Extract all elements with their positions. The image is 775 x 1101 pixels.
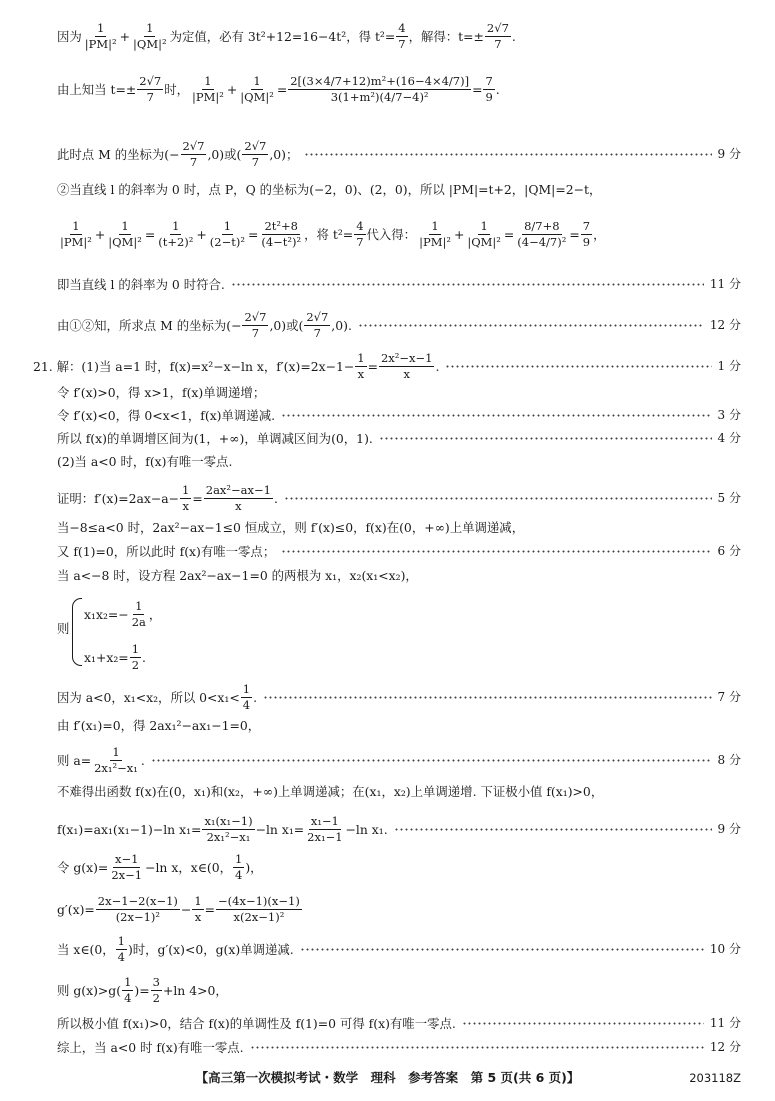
text-run: . xyxy=(435,358,440,374)
text-run: 由①②知，所求点 M 的坐标为(− xyxy=(57,317,242,333)
text-run: 此时点 M 的坐标为(− xyxy=(57,146,180,162)
text-run: + xyxy=(119,28,131,44)
solution-line xyxy=(57,484,741,513)
text-run: = xyxy=(472,81,483,97)
score-marker: 9 分 xyxy=(717,822,741,837)
text-run: x₁x₂=− xyxy=(84,606,129,622)
numerator: 1 xyxy=(110,746,121,761)
solution-line xyxy=(57,311,741,340)
score-marker: 10 分 xyxy=(709,942,741,957)
fraction xyxy=(355,352,366,381)
text-run: ,0)； xyxy=(269,146,299,162)
leader-dots xyxy=(281,550,711,553)
line-text xyxy=(57,277,225,293)
numerator: 1 xyxy=(478,220,489,235)
leader-dots xyxy=(379,437,712,440)
text-run: 代入得： xyxy=(366,226,417,242)
text-run: + xyxy=(453,226,465,242)
denominator: 7 xyxy=(251,155,260,170)
line-text xyxy=(57,140,298,169)
denominator: 4 xyxy=(124,991,132,1006)
text-run: . xyxy=(495,81,500,97)
denominator: 2x₁−1 xyxy=(307,830,343,845)
text-run: 当−8≤a<0 时，2ax²−ax−1≤0 恒成立，则 f′(x)≤0，f(x)在(0，+∞)上单调递减， xyxy=(57,520,525,535)
leader-dots xyxy=(281,414,712,417)
text-run: . xyxy=(142,649,146,665)
fraction xyxy=(379,352,435,381)
solution-line xyxy=(33,352,741,381)
text-run: 不难得出函数 f(x)在(0，x₁)和(x₂，+∞)上单调递减；在(x₁，x₂)上单调递增. 下证极小值 f(x₁)>0， xyxy=(57,784,604,799)
line-text xyxy=(57,484,278,513)
solution-line xyxy=(57,895,741,924)
solution-line xyxy=(57,520,741,536)
numerator: 1 xyxy=(119,220,130,235)
score-marker: 3 分 xyxy=(717,408,741,423)
solution-line xyxy=(57,454,741,470)
text-run: ②当直线 l 的斜率为 0 时，点 P，Q 的坐标为(−2，0)、(2，0)，所以 |PM|=t+2，|QM|=2−t， xyxy=(57,182,602,197)
leader-dots xyxy=(231,283,704,286)
denominator: 2x₁²−x₁ xyxy=(94,761,138,776)
numerator: x₁(x₁−1) xyxy=(202,815,254,830)
leader-dots xyxy=(358,324,704,327)
denominator: |QM|² xyxy=(108,235,142,250)
denominator: 7 xyxy=(494,37,502,52)
fraction xyxy=(116,935,127,964)
text-run: 为定值，必有 3t²+12=16−4t²，得 t²= xyxy=(169,28,396,44)
denominator: |PM|² xyxy=(419,235,451,250)
fraction xyxy=(208,220,247,249)
numerator: 2ax²−ax−1 xyxy=(204,484,273,499)
line-text xyxy=(57,22,516,51)
fraction xyxy=(216,895,302,924)
line-text xyxy=(57,385,265,401)
score-marker: 12 分 xyxy=(709,318,741,333)
fraction xyxy=(92,746,140,775)
fraction xyxy=(483,75,494,104)
line-text xyxy=(57,718,260,734)
line-text xyxy=(57,568,418,584)
denominator: x xyxy=(403,367,410,382)
line-text xyxy=(57,408,275,424)
solution-line xyxy=(57,140,741,169)
numerator: 1 xyxy=(355,352,366,367)
solution-line xyxy=(57,746,741,775)
numerator: 1 xyxy=(180,484,191,499)
fraction xyxy=(305,815,344,844)
score-marker: 8 分 xyxy=(717,753,741,768)
numerator: 1 xyxy=(233,853,244,868)
text-run: 所以 f(x)的单调增区间为(1，+∞)，单调减区间为(0，1). xyxy=(57,431,373,446)
fraction xyxy=(304,311,330,340)
fraction xyxy=(192,895,203,924)
numerator: 2t²+8 xyxy=(262,220,300,235)
text-run: −ln x₁. xyxy=(345,821,388,837)
denominator: |PM|² xyxy=(192,90,224,105)
text-run: + xyxy=(196,226,207,242)
line-text xyxy=(57,815,388,844)
solution-line xyxy=(57,220,741,249)
solution-line xyxy=(57,431,741,447)
text-run: 则 xyxy=(57,621,70,636)
numerator: 1 xyxy=(95,22,106,37)
fraction xyxy=(190,75,226,104)
text-run: = xyxy=(204,901,216,917)
numerator: 1 xyxy=(222,220,233,235)
text-run: −ln x₁= xyxy=(255,821,305,837)
text-run: = xyxy=(367,358,378,374)
leader-dots xyxy=(304,153,711,156)
text-run: 令 f′(x)>0，得 x>1，f(x)单调递增； xyxy=(57,385,266,400)
text-run: f(x₁)=ax₁(x₁−1)−ln x₁= xyxy=(57,821,202,837)
system-brace xyxy=(72,598,82,666)
numerator: 1 xyxy=(122,976,133,991)
fraction xyxy=(396,22,407,51)
score-marker: 7 分 xyxy=(717,690,741,705)
line-text xyxy=(57,621,69,637)
text-run: 因为 a<0，x₁<x₂，所以 0<x₁< xyxy=(57,689,240,705)
denominator: |QM|² xyxy=(240,90,274,105)
fraction xyxy=(417,220,453,249)
text-run: )， xyxy=(245,859,263,875)
solution-line xyxy=(57,568,741,584)
fraction xyxy=(180,484,191,513)
line-text xyxy=(57,935,294,964)
text-run: 则 a= xyxy=(57,752,92,768)
fraction xyxy=(242,140,268,169)
text-run: + xyxy=(226,81,238,97)
line-text xyxy=(57,182,601,198)
line-text xyxy=(57,544,275,560)
denominator: x xyxy=(235,499,242,514)
text-run: . xyxy=(511,28,516,44)
numerator: 8/7+8 xyxy=(522,220,561,235)
text-run: − xyxy=(180,901,192,917)
numerator: 1 xyxy=(192,895,203,910)
numerator: 4 xyxy=(396,22,407,37)
score-marker: 4 分 xyxy=(717,431,741,446)
text-run: = xyxy=(276,81,288,97)
line-text xyxy=(57,431,373,447)
text-run: 当 x∈(0， xyxy=(57,941,115,957)
denominator: |PM|² xyxy=(60,235,92,250)
fraction xyxy=(96,895,180,924)
text-run: +ln 4>0， xyxy=(162,982,228,998)
text-run: = xyxy=(192,490,203,506)
numerator: 1 xyxy=(144,22,155,37)
text-run: 令 f′(x)<0，得 0<x<1，f(x)单调递减. xyxy=(57,408,276,423)
solution-line xyxy=(57,22,741,51)
denominator: |QM|² xyxy=(467,235,501,250)
fraction xyxy=(238,75,276,104)
solution-line xyxy=(57,1040,741,1056)
text-run: ， xyxy=(593,226,606,242)
leader-dots xyxy=(394,828,712,831)
denominator: (4−t²)² xyxy=(261,235,302,250)
line-text xyxy=(57,520,524,536)
text-run: = xyxy=(503,226,515,242)
denominator: 2a xyxy=(131,615,146,630)
denominator: 9 xyxy=(582,235,591,250)
leader-dots xyxy=(284,497,712,500)
text-run: . xyxy=(140,752,145,768)
fraction xyxy=(156,220,195,249)
fraction xyxy=(202,815,254,844)
fraction xyxy=(137,75,163,104)
fraction xyxy=(465,220,503,249)
line-text xyxy=(57,1016,456,1032)
solution-line xyxy=(57,853,741,882)
numerator: 2x−1−2(x−1) xyxy=(96,895,180,910)
score-marker: 6 分 xyxy=(717,544,741,559)
solution-line xyxy=(57,935,741,964)
numerator: 1 xyxy=(116,935,127,950)
numerator: 2√7 xyxy=(304,311,330,326)
solution-line xyxy=(57,182,741,198)
numerator: −(4x−1)(x−1) xyxy=(216,895,302,910)
solution-line xyxy=(57,784,741,800)
text-run: g′(x)= xyxy=(57,901,95,917)
text-run: ，将 t²= xyxy=(304,226,354,242)
leader-dots xyxy=(445,365,711,368)
line-text xyxy=(57,220,605,249)
denominator: x xyxy=(357,367,365,382)
line-text xyxy=(57,784,603,800)
fraction xyxy=(106,220,144,249)
fraction xyxy=(259,220,303,249)
text-run: −ln x，x∈(0， xyxy=(145,859,232,875)
fraction xyxy=(130,643,141,672)
score-marker: 11 分 xyxy=(709,277,741,292)
text-run: )时，g′(x)<0，g(x)单调递减. xyxy=(127,941,294,957)
line-text xyxy=(33,352,439,381)
leader-dots xyxy=(151,759,712,762)
text-run: ,0)或( xyxy=(269,317,304,333)
denominator: 7 xyxy=(251,326,260,341)
fraction xyxy=(181,140,207,169)
leader-dots xyxy=(462,1022,704,1025)
denominator: 2 xyxy=(131,658,140,673)
text-run: ，解得：t=± xyxy=(408,28,484,44)
text-run: 令 g(x)= xyxy=(57,859,109,875)
fraction xyxy=(131,22,169,51)
fraction xyxy=(288,75,471,104)
denominator: x xyxy=(194,910,202,925)
leader-dots xyxy=(300,948,704,951)
fraction xyxy=(485,22,511,51)
fraction xyxy=(122,976,133,1005)
document-code: 203118Z xyxy=(689,1071,741,1085)
numerator: 3 xyxy=(151,976,162,991)
denominator: |PM|² xyxy=(84,37,117,52)
text-run: 则 g(x)>g( xyxy=(57,982,122,998)
text-run: + xyxy=(94,226,106,242)
leader-dots xyxy=(263,696,711,699)
text-run: = xyxy=(569,226,580,242)
denominator: 9 xyxy=(485,90,493,105)
numerator: 2√7 xyxy=(485,22,511,37)
line-text xyxy=(57,311,352,340)
denominator: 7 xyxy=(356,235,364,250)
line-text xyxy=(57,75,500,104)
line-text xyxy=(57,746,145,775)
solution-line xyxy=(57,683,741,712)
numerator: 1 xyxy=(70,220,81,235)
text-run: 当 a<−8 时，设方程 2ax²−ax−1=0 的两根为 x₁，x₂(x₁<x₂)， xyxy=(57,568,418,583)
numerator: 1 xyxy=(251,75,262,90)
denominator: 2 xyxy=(152,991,160,1006)
solution-line xyxy=(57,408,741,424)
numerator: 1 xyxy=(202,75,213,90)
solution-line xyxy=(57,277,741,293)
line-text xyxy=(57,683,257,712)
solution-line xyxy=(57,1016,741,1032)
text-run: = xyxy=(144,226,156,242)
denominator: 7 xyxy=(313,326,321,341)
text-run: . xyxy=(253,689,258,705)
denominator: 4 xyxy=(235,868,243,883)
text-run: 所以极小值 f(x₁)>0，结合 f(x)的单调性及 f(1)=0 可得 f(x)有唯一零点. xyxy=(57,1016,456,1031)
line-text xyxy=(84,643,146,672)
line-text xyxy=(57,853,263,882)
line-text xyxy=(57,895,303,924)
fraction xyxy=(151,976,162,1005)
fraction xyxy=(241,683,252,712)
text-run: 综上，当 a<0 时 f(x)有唯一零点. xyxy=(57,1040,244,1055)
text-run: 21. 解：(1)当 a=1 时，f(x)=x²−x−ln x，f′(x)=2x−1− xyxy=(33,358,355,374)
solution-line xyxy=(84,643,741,672)
numerator: 2√7 xyxy=(242,311,268,326)
solution-line xyxy=(57,385,741,401)
denominator: 4 xyxy=(117,950,125,965)
denominator: 7 xyxy=(398,37,406,52)
denominator: 2x₁²−x₁ xyxy=(206,830,251,845)
fraction xyxy=(242,311,268,340)
text-run: 因为 xyxy=(57,28,82,44)
text-run: 证明：f′(x)=2ax−a− xyxy=(57,490,180,506)
text-run: = xyxy=(247,226,259,242)
numerator: 1 xyxy=(130,643,141,658)
numerator: x−1 xyxy=(113,853,140,868)
fraction xyxy=(515,220,568,249)
line-text xyxy=(57,976,228,1005)
numerator: 2√7 xyxy=(137,75,163,90)
fraction xyxy=(109,853,144,882)
score-marker: 11 分 xyxy=(709,1016,741,1031)
numerator: 2[(3×4/7+12)m²+(16−4×4/7)] xyxy=(288,75,471,90)
denominator: x(2x−1)² xyxy=(233,910,285,925)
text-run: ,0). xyxy=(331,317,352,333)
text-run: x₁+x₂= xyxy=(84,649,129,665)
fraction xyxy=(233,853,244,882)
numerator: x₁−1 xyxy=(309,815,341,830)
solution-line xyxy=(57,718,741,734)
text-run: 时， xyxy=(164,81,189,97)
line-text xyxy=(57,1040,244,1056)
line-text xyxy=(57,454,232,470)
solution-line xyxy=(57,544,741,560)
numerator: 7 xyxy=(581,220,592,235)
denominator: (t+2)² xyxy=(158,235,194,250)
numerator: 4 xyxy=(354,220,365,235)
numerator: 2√7 xyxy=(242,140,268,155)
denominator: 2x−1 xyxy=(111,868,143,883)
score-marker: 1 分 xyxy=(717,359,741,374)
fraction xyxy=(204,484,273,513)
denominator: 3(1+m²)(4/7−4)² xyxy=(330,90,429,105)
fraction xyxy=(58,220,94,249)
denominator: 4 xyxy=(242,698,251,713)
denominator: x xyxy=(182,499,189,514)
denominator: 7 xyxy=(189,155,198,170)
text-run: ,0)或( xyxy=(207,146,242,162)
text-run: 即当直线 l 的斜率为 0 时符合. xyxy=(57,277,225,292)
text-run: . xyxy=(273,490,278,506)
solution-line xyxy=(57,75,741,104)
page-footer: 【高三第一次模拟考试・数学 理科 参考答案 第 5 页(共 6 页)】 xyxy=(195,1070,580,1085)
solution-line xyxy=(57,815,741,844)
denominator: |QM|² xyxy=(133,37,167,52)
numerator: 2x²−x−1 xyxy=(379,352,435,367)
numerator: 1 xyxy=(170,220,181,235)
denominator: 7 xyxy=(146,90,154,105)
numerator: 7 xyxy=(483,75,494,90)
text-run: (2)当 a<0 时，f(x)有唯一零点. xyxy=(57,454,233,469)
score-marker: 5 分 xyxy=(717,491,741,506)
numerator: 2√7 xyxy=(181,140,207,155)
fraction xyxy=(83,22,119,51)
score-marker: 12 分 xyxy=(709,1040,741,1055)
numerator: 1 xyxy=(241,683,252,698)
leader-dots xyxy=(250,1046,704,1049)
solution-line xyxy=(57,976,741,1005)
fraction xyxy=(354,220,365,249)
numerator: 1 xyxy=(429,220,440,235)
text-run: 由上知当 t=± xyxy=(57,81,137,97)
numerator: 1 xyxy=(133,600,144,615)
text-run: )= xyxy=(134,982,150,998)
fraction xyxy=(581,220,592,249)
text-run: 由 f′(x₁)=0，得 2ax₁²−ax₁−1=0， xyxy=(57,718,261,733)
denominator: (2x−1)² xyxy=(115,910,161,925)
text-run: 又 f(1)=0，所以此时 f(x)有唯一零点； xyxy=(57,544,276,559)
denominator: (4−4/7)² xyxy=(517,235,567,250)
denominator: (2−t)² xyxy=(209,235,245,250)
text-run: ， xyxy=(148,606,162,622)
solution-line xyxy=(57,621,741,637)
score-marker: 9 分 xyxy=(717,147,741,162)
